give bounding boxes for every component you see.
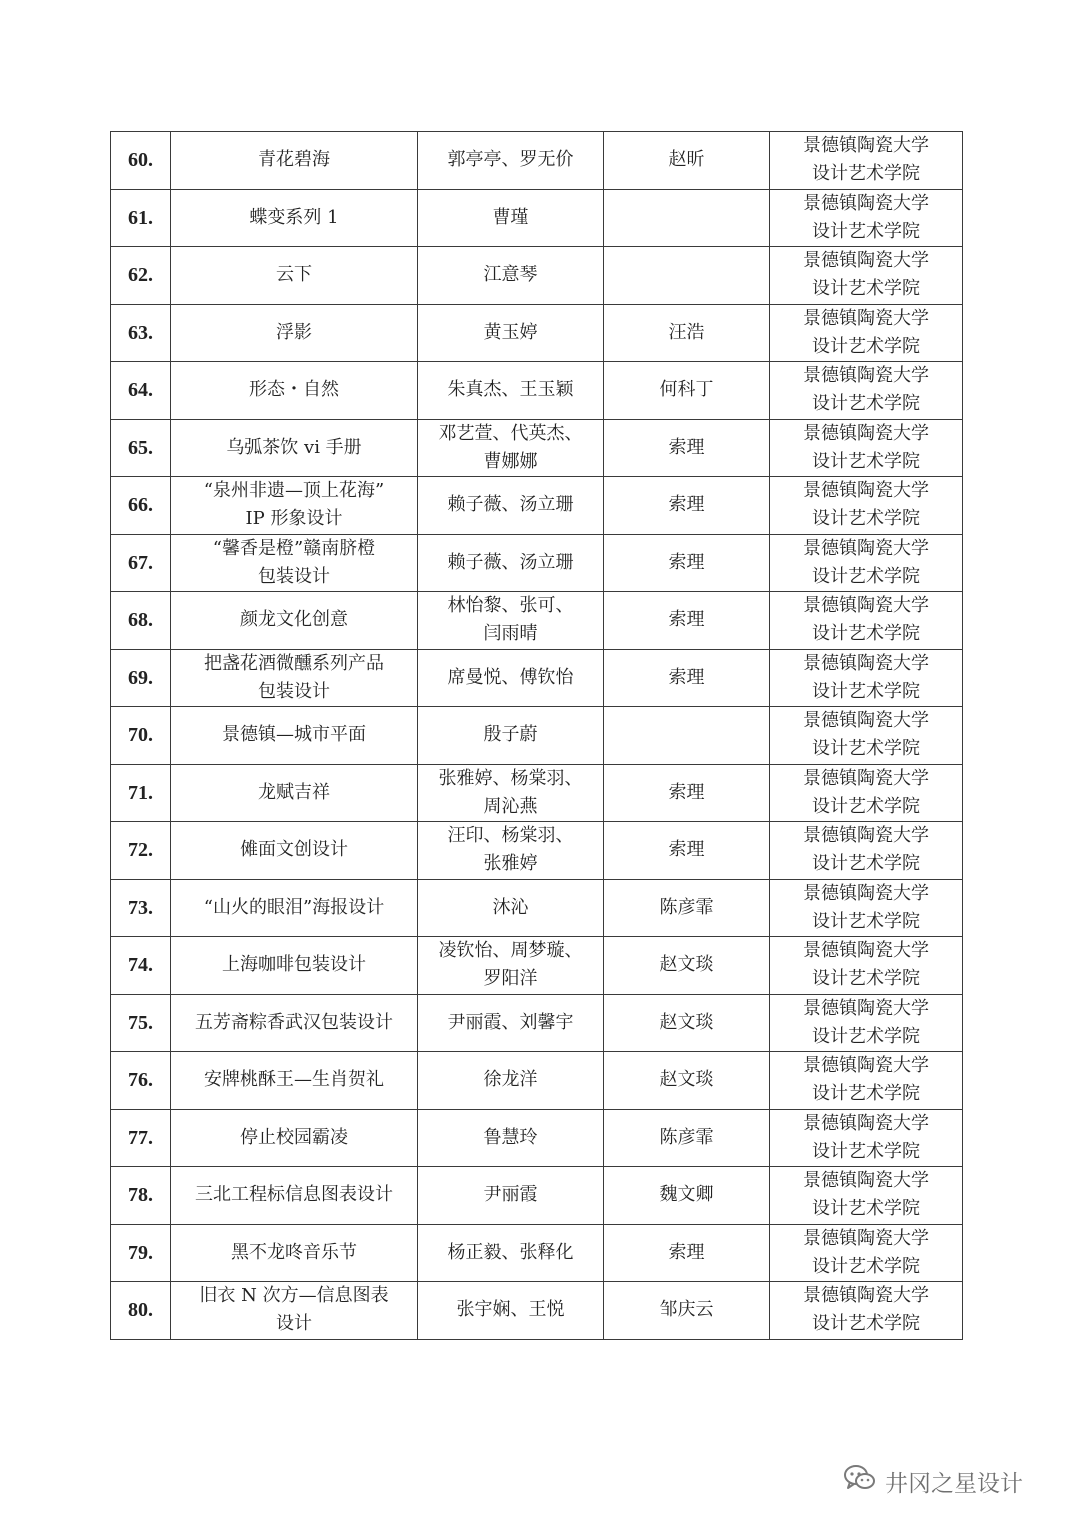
authors-cell: 尹丽霞 [418, 1167, 604, 1225]
work-title-cell: 黑不龙咚音乐节 [171, 1224, 418, 1282]
authors-cell: 沐沁 [418, 879, 604, 937]
work-title-cell: 乌弧茶饮 vi 手册 [171, 419, 418, 477]
watermark-text: 井冈之星设计 [885, 1470, 1023, 1497]
row-number-cell: 74. [111, 937, 171, 995]
work-title-cell: “馨香是橙”赣南脐橙 包装设计 [171, 534, 418, 592]
advisor-cell [604, 247, 770, 305]
advisor-cell: 魏文卿 [604, 1167, 770, 1225]
advisor-cell: 邹庆云 [604, 1282, 770, 1340]
advisor-cell: 陈彦霏 [604, 1109, 770, 1167]
authors-cell: 徐龙洋 [418, 1052, 604, 1110]
advisor-cell: 何科丁 [604, 362, 770, 420]
advisor-cell: 索理 [604, 592, 770, 650]
school-cell: 景德镇陶瓷大学 设计艺术学院 [770, 132, 963, 190]
row-number-cell: 78. [111, 1167, 171, 1225]
table-row [111, 707, 963, 765]
row-number-cell: 63. [111, 304, 171, 362]
work-title-cell: 旧衣 N 次方—信息图表 设计 [171, 1282, 418, 1340]
school-cell: 景德镇陶瓷大学 设计艺术学院 [770, 1224, 963, 1282]
table-row [111, 649, 963, 707]
table-row [111, 1282, 963, 1340]
advisor-cell: 索理 [604, 419, 770, 477]
authors-cell: 席曼悦、傅钦怡 [418, 649, 604, 707]
authors-cell: 张宇娴、王悦 [418, 1282, 604, 1340]
advisor-cell: 索理 [604, 764, 770, 822]
authors-cell: 黄玉婷 [418, 304, 604, 362]
row-number-cell: 76. [111, 1052, 171, 1110]
school-cell: 景德镇陶瓷大学 设计艺术学院 [770, 419, 963, 477]
award-table [110, 131, 963, 1340]
school-cell: 景德镇陶瓷大学 设计艺术学院 [770, 362, 963, 420]
row-number-cell: 70. [111, 707, 171, 765]
table-row [111, 304, 963, 362]
authors-cell: 朱真杰、王玉颖 [418, 362, 604, 420]
school-cell: 景德镇陶瓷大学 设计艺术学院 [770, 189, 963, 247]
authors-cell: 林怡黎、张可、 闫雨晴 [418, 592, 604, 650]
row-number-cell: 62. [111, 247, 171, 305]
advisor-cell: 索理 [604, 1224, 770, 1282]
school-cell: 景德镇陶瓷大学 设计艺术学院 [770, 1282, 963, 1340]
advisor-cell: 赵文琰 [604, 994, 770, 1052]
table-row [111, 1052, 963, 1110]
authors-cell: 赖子薇、汤立珊 [418, 534, 604, 592]
school-cell: 景德镇陶瓷大学 设计艺术学院 [770, 707, 963, 765]
authors-cell: 张雅婷、杨棠羽、 周沁燕 [418, 764, 604, 822]
authors-cell: 凌钦怡、周梦璇、 罗阳洋 [418, 937, 604, 995]
table-row [111, 1224, 963, 1282]
authors-cell: 杨正毅、张释化 [418, 1224, 604, 1282]
advisor-cell: 索理 [604, 649, 770, 707]
row-number-cell: 77. [111, 1109, 171, 1167]
table-row [111, 419, 963, 477]
authors-cell: 尹丽霞、刘馨宇 [418, 994, 604, 1052]
row-number-cell: 65. [111, 419, 171, 477]
school-cell: 景德镇陶瓷大学 设计艺术学院 [770, 1167, 963, 1225]
row-number-cell: 71. [111, 764, 171, 822]
work-title-cell: 浮影 [171, 304, 418, 362]
school-cell: 景德镇陶瓷大学 设计艺术学院 [770, 304, 963, 362]
school-cell: 景德镇陶瓷大学 设计艺术学院 [770, 764, 963, 822]
table-row [111, 994, 963, 1052]
school-cell: 景德镇陶瓷大学 设计艺术学院 [770, 937, 963, 995]
authors-cell: 邓艺萱、代英杰、 曹娜娜 [418, 419, 604, 477]
authors-cell: 赖子薇、汤立珊 [418, 477, 604, 535]
advisor-cell [604, 189, 770, 247]
advisor-cell: 赵昕 [604, 132, 770, 190]
table-row [111, 879, 963, 937]
school-cell: 景德镇陶瓷大学 设计艺术学院 [770, 649, 963, 707]
table-row [111, 477, 963, 535]
work-title-cell: 景德镇—城市平面 [171, 707, 418, 765]
work-title-cell: 形态・自然 [171, 362, 418, 420]
advisor-cell: 赵文琰 [604, 937, 770, 995]
award-table-body [111, 132, 963, 1340]
authors-cell: 郭亭亭、罗无价 [418, 132, 604, 190]
table-row [111, 937, 963, 995]
school-cell: 景德镇陶瓷大学 设计艺术学院 [770, 1052, 963, 1110]
table-row [111, 764, 963, 822]
watermark [843, 1461, 1023, 1501]
work-title-cell: 五芳斋粽香武汉包装设计 [171, 994, 418, 1052]
table-row [111, 534, 963, 592]
school-cell: 景德镇陶瓷大学 设计艺术学院 [770, 822, 963, 880]
school-cell: 景德镇陶瓷大学 设计艺术学院 [770, 477, 963, 535]
table-row [111, 1167, 963, 1225]
row-number-cell: 69. [111, 649, 171, 707]
table-row [111, 362, 963, 420]
row-number-cell: 68. [111, 592, 171, 650]
advisor-cell: 汪浩 [604, 304, 770, 362]
table-row [111, 592, 963, 650]
row-number-cell: 66. [111, 477, 171, 535]
work-title-cell: 三北工程标信息图表设计 [171, 1167, 418, 1225]
authors-cell: 汪印、杨棠羽、 张雅婷 [418, 822, 604, 880]
row-number-cell: 73. [111, 879, 171, 937]
row-number-cell: 80. [111, 1282, 171, 1340]
row-number-cell: 60. [111, 132, 171, 190]
advisor-cell [604, 707, 770, 765]
advisor-cell: 赵文琰 [604, 1052, 770, 1110]
school-cell: 景德镇陶瓷大学 设计艺术学院 [770, 1109, 963, 1167]
work-title-cell: 龙赋吉祥 [171, 764, 418, 822]
work-title-cell: 颜龙文化创意 [171, 592, 418, 650]
authors-cell: 江意琴 [418, 247, 604, 305]
row-number-cell: 72. [111, 822, 171, 880]
school-cell: 景德镇陶瓷大学 设计艺术学院 [770, 247, 963, 305]
work-title-cell: 安牌桃酥王—生肖贺礼 [171, 1052, 418, 1110]
table-row [111, 247, 963, 305]
work-title-cell: 把盏花酒微醺系列产品 包装设计 [171, 649, 418, 707]
work-title-cell: 云下 [171, 247, 418, 305]
work-title-cell: 停止校园霸凌 [171, 1109, 418, 1167]
advisor-cell: 索理 [604, 534, 770, 592]
table-row [111, 822, 963, 880]
authors-cell: 鲁慧玲 [418, 1109, 604, 1167]
work-title-cell: “泉州非遗—顶上花海” IP 形象设计 [171, 477, 418, 535]
school-cell: 景德镇陶瓷大学 设计艺术学院 [770, 879, 963, 937]
row-number-cell: 61. [111, 189, 171, 247]
authors-cell: 曹瑾 [418, 189, 604, 247]
advisor-cell: 索理 [604, 822, 770, 880]
table-row [111, 189, 963, 247]
authors-cell: 殷子蔚 [418, 707, 604, 765]
table-row [111, 1109, 963, 1167]
row-number-cell: 75. [111, 994, 171, 1052]
school-cell: 景德镇陶瓷大学 设计艺术学院 [770, 592, 963, 650]
school-cell: 景德镇陶瓷大学 设计艺术学院 [770, 534, 963, 592]
table-row [111, 132, 963, 190]
advisor-cell: 陈彦霏 [604, 879, 770, 937]
advisor-cell: 索理 [604, 477, 770, 535]
row-number-cell: 79. [111, 1224, 171, 1282]
work-title-cell: 青花碧海 [171, 132, 418, 190]
row-number-cell: 64. [111, 362, 171, 420]
work-title-cell: 上海咖啡包装设计 [171, 937, 418, 995]
row-number-cell: 67. [111, 534, 171, 592]
work-title-cell: “山火的眼泪”海报设计 [171, 879, 418, 937]
work-title-cell: 傩面文创设计 [171, 822, 418, 880]
school-cell: 景德镇陶瓷大学 设计艺术学院 [770, 994, 963, 1052]
wechat-icon [843, 1463, 877, 1499]
work-title-cell: 蝶变系列 1 [171, 189, 418, 247]
